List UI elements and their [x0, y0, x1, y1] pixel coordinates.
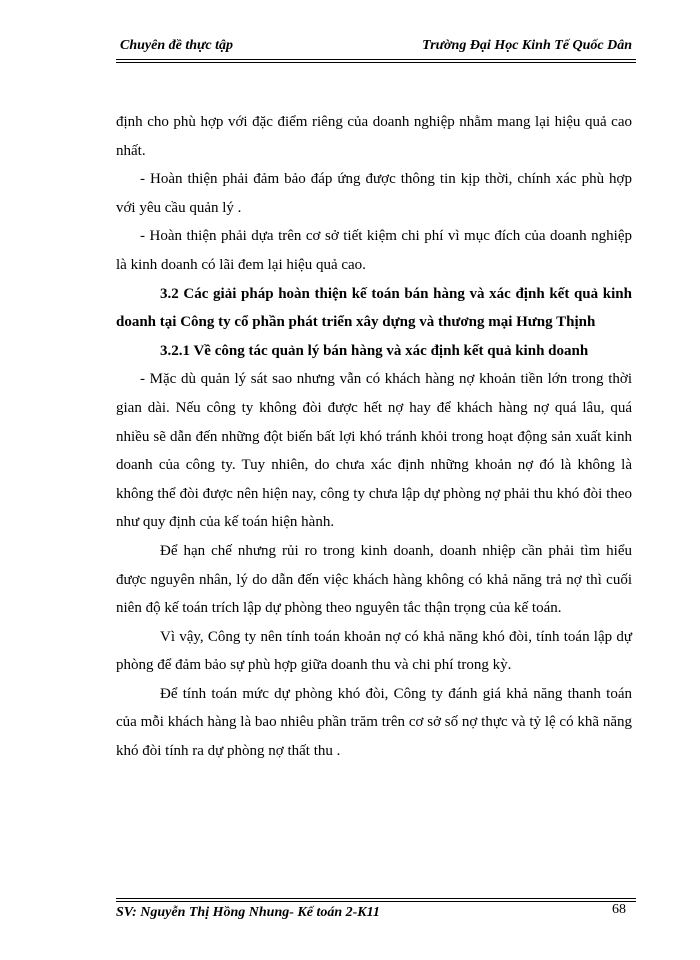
- section-heading-3-2: 3.2 Các giải pháp hoàn thiện kế toán bán hàng và xác định kết quả kinh doanh tại Công ty cổ phần phát triển xây dựng và thương mại Hưng Thịnh: [116, 285, 632, 331]
- paragraph-2: - Hoàn thiện phải đảm bảo đáp ứng được thông tin kịp thời, chính xác phù hợp với yêu cầu quản lý .: [116, 171, 632, 216]
- paragraph-7: Để tính toán mức dự phòng khó đòi, Công ty đánh giá khả năng thanh toán của mỗi khách hàng là bao nhiêu phần trăm trên cơ sở số nợ thực và tỷ lệ có khã năng khó đòi tính ra dự phòng nợ thất thu .: [116, 685, 632, 760]
- page-body: [116, 108, 632, 766]
- paragraph-4: - Mặc dù quản lý sát sao nhưng vẫn có khách hàng nợ khoản tiền lớn trong thời gian dài. Nếu công ty không đòi được hết nợ hay để khách hàng nợ quá lâu, quá nhiều sẽ dẫn đến những đột biến bất lợi khó tránh khỏi trong hoạt động sản xuất kinh doanh của công ty. Tuy nhiên, do chưa xác định những khoản nợ đó là không là không thể đòi được nên hiện nay, công ty chưa lập dự phòng nợ phải thu khó đòi theo như quy định của kế toán hiện hành.: [116, 371, 632, 531]
- header-rule-bottom: [116, 62, 636, 63]
- header-university: Trường Đại Học Kinh Tế Quốc Dân: [422, 38, 632, 53]
- header-rule-top: [116, 59, 636, 60]
- header-document-type: Chuyên đề thực tập: [120, 38, 234, 53]
- page-header: [116, 38, 636, 58]
- paragraph-6: Vì vậy, Công ty nên tính toán khoản nợ có khả năng khó đòi, tính toán lập dự phòng để đảm bảo sự phù hợp giữa doanh thu và chi phí trong kỳ.: [116, 628, 632, 674]
- footer-student: SV: Nguyễn Thị Hồng Nhung- Kế toán 2-K11: [116, 905, 380, 920]
- footer-rule-top: [116, 898, 636, 899]
- paragraph-3: - Hoàn thiện phải dựa trên cơ sở tiết kiệm chi phí vì mục đích của doanh nghiệp là kinh doanh có lãi đem lại hiệu quả cao.: [116, 228, 632, 273]
- paragraph-1: định cho phù hợp với đặc điểm riêng của doanh nghiệp nhằm mang lại hiệu quả cao nhất.: [116, 114, 632, 159]
- page-number: 68: [612, 902, 626, 917]
- paragraph-5: Để hạn chế nhưng rủi ro trong kinh doanh, doanh nhiệp cần phải tìm hiểu được nguyên nhân, lý do dẫn đến việc khách hàng không có khả năng trả nợ thì cuối niên độ kế toán trích lập dự phòng theo nguyên tắc thận trọng của kế toán.: [116, 542, 632, 617]
- footer-rule-bottom: [116, 901, 636, 902]
- subsection-heading-3-2-1: 3.2.1 Về công tác quản lý bán hàng và xác định kết quả kinh doanh: [160, 342, 589, 359]
